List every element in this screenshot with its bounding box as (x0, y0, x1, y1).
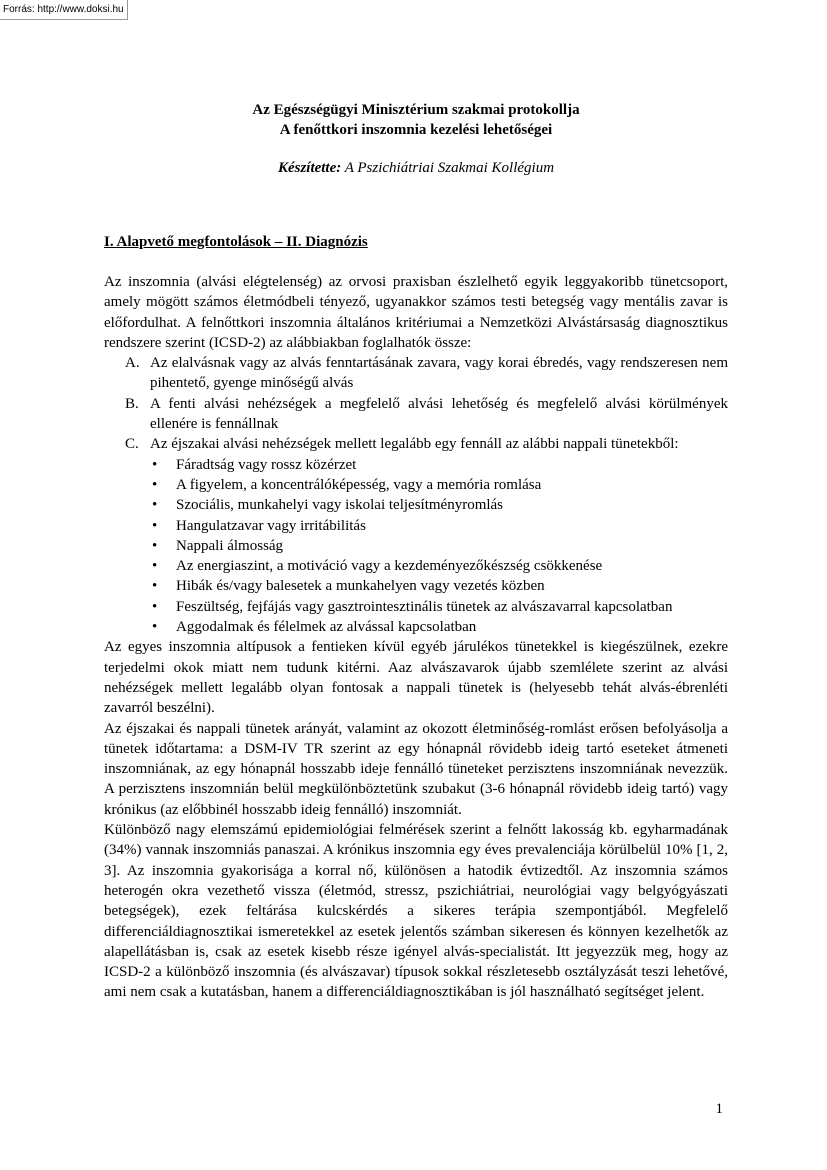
paragraph-epidemiology: Különböző nagy elemszámú epidemiológiai felmérések szerint a felnőtt lakosság kb. egyharmadának (34%) vannak inszomniás panaszai. A krónikus inszomnia egy éves prevalenciája körülbelül 10% [1, 2, 3]. Az inszomnia gyakorisága a korral nő, különösen a hatodik évtizedtől. Az inszomnia számos heterogén okra vezethető vissza (életmód, stressz, pszichiátriai, neurológiai vagy belgyógyászati betegségek), ezek feltárása kulcskérdés a sikeres terápia szempontjából. Megfelelő differenciáldiagnosztikai ismeretekkel az esetek jelentős számban sikeresen és könnyen kezelhetők az alapellátásban is, csak az esetek kisebb része igényel alvás-specialistát. Itt jegyezzük meg, hogy az ICSD-2 a különböző inszomnia (és alvászavar) típusok sokkal részletesebb osztályzását teszi lehetővé, ami nem csak a kutatásban, hanem a differenciáldiagnosztikában is jól használható segítséget jelent. (104, 822, 728, 1001)
criterion-letter: C. (125, 436, 139, 453)
document-title-line2: A fenőttkori inszomnia kezelési lehetőségei (279, 122, 553, 138)
list-item (150, 556, 728, 576)
bullet-icon: • (152, 619, 158, 636)
symptom-text: Feszültség, fejfájás vagy gasztrointesztinális tünetek az alvászavarral kapcsolatban (176, 598, 673, 615)
bullet-icon: • (152, 456, 158, 473)
paragraph-duration: Az éjszakai és nappali tünetek arányát, valamint az okozott életminőség-romlást erősen befolyásolja a tünetek időtartama: a DSM-IV TR szerint az egy hónapnál rövidebb ideig tartó eseteket átmeneti inszomniának, az egy hónapnál hosszabb ideje fennálló tüneteket perzisztens inszomniának nevezzük. A perzisztens inszomnián belül megkülönböztetünk szubakut (3-6 hónapnál rövidebb ideig tartó) vagy krónikus (az előbbinél hosszabb ideig fennálló) inszomniát. (104, 720, 728, 818)
list-item (150, 495, 728, 515)
symptom-text: Hibák és/vagy balesetek a munkahelyen vagy vezetés közben (176, 578, 545, 595)
page-number: 1 (715, 1101, 723, 1117)
bullet-icon: • (152, 598, 158, 615)
list-item (150, 475, 728, 495)
list-item (150, 617, 728, 637)
symptom-text: Szociális, munkahelyi vagy iskolai teljesítményromlás (176, 497, 504, 514)
document-title-line1: Az Egészségügyi Minisztérium szakmai protokollja (252, 102, 580, 118)
criterion-text: Az éjszakai alvási nehézségek mellett legalább egy fennáll az alábbi nappali tünetekből: (150, 436, 679, 453)
symptom-text: A figyelem, a koncentrálóképesség, vagy a memória romlása (176, 476, 542, 493)
list-item (150, 536, 728, 556)
criterion-text: Az elalvásnak vagy az alvás fenntartásának zavara, vagy korai ébredés, vagy rendszeresen nem pihentető, gyenge minőségű alvás (150, 355, 728, 392)
intro-paragraph: Az inszomnia (alvási elégtelenség) az orvosi praxisban észlelhető egyik leggyakoribb tünetcsoport, amely mögött számos életmódbeli tényező, ugyanakkor számos testi betegség vagy mentális zavar is előfordulhat. A felnőttkori inszomnia általános kritériumai a Nemzetközi Alvástársaság diagnosztikus rendszere szerint (ICSD-2) az alábbiakban foglalhatók össze: (104, 274, 728, 351)
list-item (150, 576, 728, 596)
list-item (150, 597, 728, 617)
section-heading: I. Alapvető megfontolások – II. Diagnózis (104, 234, 368, 250)
criterion-letter: A. (125, 355, 140, 372)
bullet-icon: • (152, 517, 158, 534)
symptom-text: Aggodalmak és félelmek az alvással kapcsolatban (176, 619, 477, 636)
criterion-a (104, 353, 728, 394)
criterion-b (104, 394, 728, 435)
criterion-c (104, 434, 728, 637)
criteria-list (104, 353, 728, 637)
bullet-icon: • (152, 558, 158, 575)
author-line (104, 160, 728, 177)
list-item (150, 516, 728, 536)
document-body (104, 272, 728, 1003)
symptom-text: Hangulatzavar vagy irritábilitás (176, 517, 366, 534)
criterion-text: A fenti alvási nehézségek a megfelelő alvási lehetőség és megfelelő alvási körülmények ellenére is fennállnak (150, 395, 728, 433)
symptom-text: Az energiaszint, a motiváció vagy a kezdeményezőkészség csökkenése (176, 558, 603, 575)
author-name: A Pszichiátriai Szakmai Kollégium (341, 160, 555, 176)
symptom-text: Fáradtság vagy rossz közérzet (176, 456, 357, 473)
paragraph-subtypes: Az egyes inszomnia altípusok a fentieken kívül egyéb járulékos tünetekkel is kiegészülnek, ezekre terjedelmi okok miatt nem tudunk kitérni. Aaz alvászavarok újabb szemlélete szerint az alvási nehézségek mellett legalább olyan fontosak a nappali tünetek is (helyesebb tehát alvás-ébrenléti zavarról beszélni). (104, 639, 728, 717)
bullet-icon: • (152, 497, 158, 514)
daytime-symptom-list (150, 455, 728, 638)
bullet-icon: • (152, 578, 158, 595)
author-label: Készítette: (277, 160, 342, 176)
source-label: Forrás: http://www.doksi.hu (0, 0, 128, 20)
bullet-icon: • (152, 537, 158, 554)
symptom-text: Nappali álmosság (176, 537, 284, 554)
bullet-icon: • (152, 476, 158, 493)
list-item (150, 455, 728, 475)
criterion-letter: B. (125, 395, 139, 412)
